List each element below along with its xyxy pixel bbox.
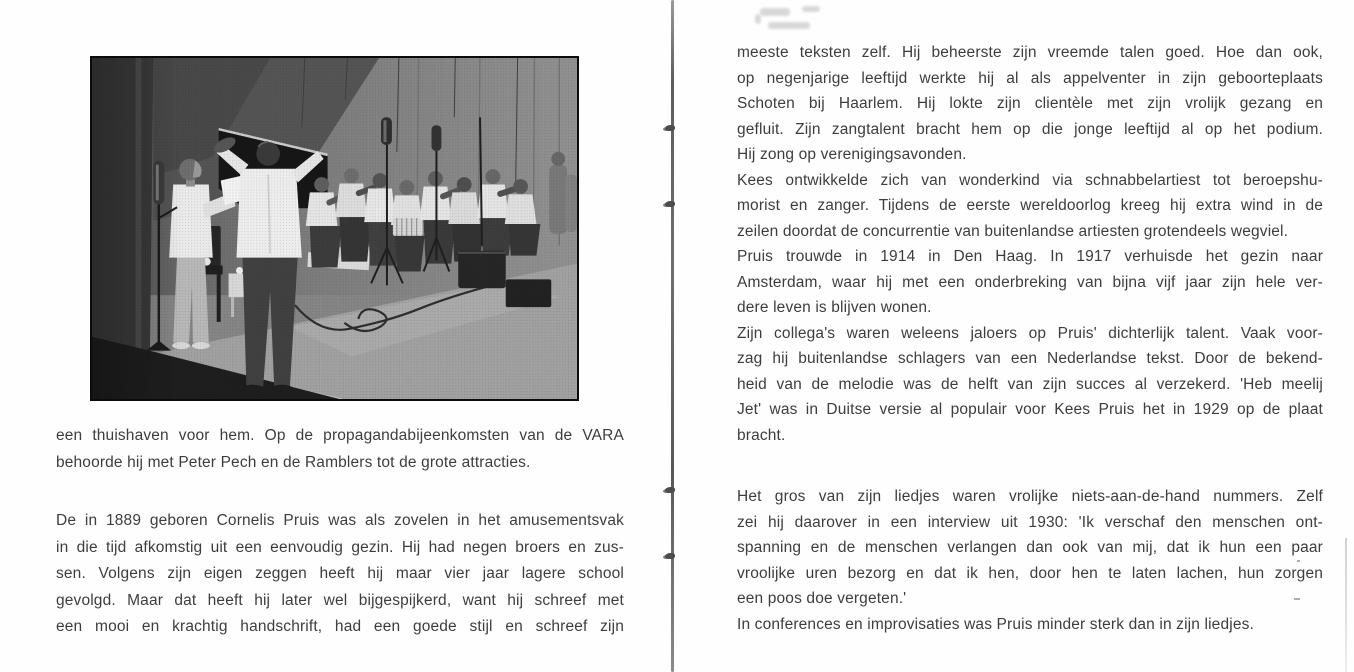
text-line: morist en zanger. Tijdens de eerste wereldoorlog kreeg hij extra wind in de — [737, 197, 1323, 214]
studio-photo-illustration — [92, 58, 577, 399]
text-line: gefluit. Zijn zangtalent bracht hem op die jonge leeftijd al op het podium. — [737, 120, 1323, 138]
text-line: Hij zong op verenigingsavonden. — [737, 146, 967, 163]
text-line: meeste teksten zelf. Hij beheerste zijn vreemde talen goed. Hoe dan ook, — [737, 44, 1323, 61]
left-page-text — [56, 423, 624, 641]
text-line: Jet' was in Duitse versie al populair voor Kees Pruis het in 1929 op de plaat — [737, 401, 1323, 418]
text-line: Zijn collega's waren weleens jaloers op Pruis' dichterlijk talent. Vaak voor- — [737, 324, 1323, 342]
scan-smudge — [802, 6, 820, 12]
text-line: In conferences en improvisaties was Pruis minder sterk dan in zijn liedjes. — [737, 615, 1254, 633]
text-line: Schoten bij Haarlem. Hij lokte zijn clientèle met zijn vrolijk gezang en — [737, 95, 1323, 112]
page-edge-shadow — [1345, 538, 1347, 672]
text-line: vroolijke uren bezorg en dat ik hen, door hen te laten lachen, hun zorgen — [737, 564, 1323, 582]
text-line: heid van de melodie was de helft van zijn succes al verzekerd. 'Heb meelij — [737, 375, 1323, 393]
orchestra-recording-session-photo — [90, 56, 579, 401]
text-line: op negenjarige leeftijd werkte hij al als appelventer in zijn geboorteplaats — [737, 69, 1323, 87]
book-gutter — [671, 0, 674, 672]
text-line: De in 1889 geboren Cornelis Pruis was als zovelen in het amusementsvak — [56, 512, 624, 529]
binding-stitch — [665, 125, 675, 131]
scan-smudge — [768, 22, 810, 29]
text-line: Kees ontwikkelde zich van wonderkind via schnabbelartiest tot beroepshu- — [737, 171, 1323, 189]
text-line: zeilen doordat de concurrentie van buitenlandse artiesten grotendeels wegviel. — [737, 222, 1289, 240]
text-line: dere leven is blijven wonen. — [737, 299, 932, 316]
text-line: Amsterdam, waar hij met een onderbreking van bijna vijf jaar zijn hele ver- — [737, 273, 1323, 291]
binding-stitch — [665, 201, 675, 207]
text-line: een mooi en krachtig handschrift, had een goede stijl en schreef zijn — [56, 618, 624, 635]
binding-stitch — [665, 487, 675, 493]
text-line: gevolgd. Maar dat heeft hij later wel bijgespijkerd, want hij schreef met — [56, 591, 624, 609]
text-line: zei hij daarover in een interview uit 1930: 'Ik verschaf den menschen ont- — [737, 513, 1323, 531]
text-line: een poos doe vergeten.' — [737, 590, 907, 607]
text-line: Het gros van zijn liedjes waren vrolijke niets-aan-de-hand nummers. Zelf — [737, 488, 1323, 505]
text-line: bracht. — [737, 426, 786, 444]
text-line: zag hij buitenlandse schlagers van een Nederlandse tekst. Door de bekend- — [737, 350, 1323, 367]
binding-stitch — [665, 553, 675, 559]
text-line: in die tijd afkomstig uit een eenvoudig gezin. Hij had negen broers en zus- — [56, 538, 624, 556]
text-line: behoorde hij met Peter Pech en de Ramblers tot de grote attracties. — [56, 453, 531, 471]
scan-speck — [1294, 598, 1300, 600]
scan-smudge — [760, 8, 790, 16]
scan-smudge — [755, 14, 761, 24]
scan-speck — [1297, 560, 1300, 562]
text-line: een thuishaven voor hem. Op de propagandabijeenkomsten van de VARA — [56, 427, 624, 444]
right-page-text — [737, 40, 1323, 637]
text-line: Pruis trouwde in 1914 in Den Haag. In 1917 verhuisde het gezin naar — [737, 248, 1323, 265]
text-line: spanning en de menschen verlangen dan ook van mij, dat ik hun een paar — [737, 539, 1323, 556]
text-line: sen. Volgens zijn eigen zeggen heeft hij maar vier jaar lagere school — [56, 565, 624, 582]
